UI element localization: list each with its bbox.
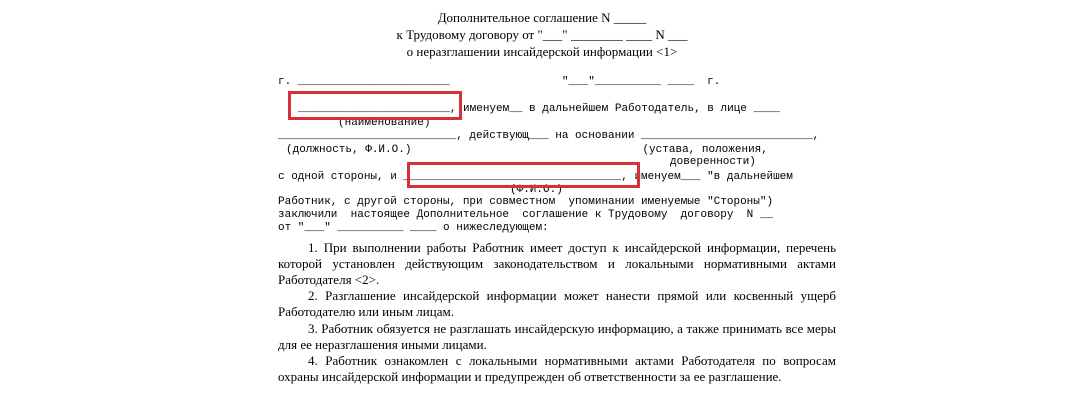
clause-2 [278,288,836,320]
document-subtitle-topic: о неразглашении инсайдерской информации <1> [406,44,678,59]
caption-power: доверенности) [670,156,756,168]
employee-line: с одной стороны, и _________________________________, именуем___ "в дальнейшем [278,171,793,183]
clause-4-text: 4. Работник ознакомлен с локальными нормативными актами Работодателя по вопросам охраны инсайдерской информации и предупрежден об ответственности за ее разглашение. [278,353,836,384]
clause-4 [278,353,836,385]
clause-1-text: 1. При выполнении работы Работник имеет доступ к инсайдерской информации, перечень которой установлен действующим законодательством и локальными нормативными актами Работодателя <2>. [278,240,836,287]
document-title: Дополнительное соглашение N _____ [437,10,647,25]
concluded-line: заключили настоящее Дополнительное соглашение к Трудовому договору N __ [278,209,774,221]
clause-3-text: 3. Работник обязуется не разглашать инсайдерскую информацию, а также принимать все меры для ее неразглашения иными лицами. [278,321,836,352]
clause-1 [278,240,836,288]
clause-2-text: 2. Разглашение инсайдерской информации может нанести прямой или косвенный ущерб Работодателю или иным лицам. [278,288,836,319]
position-line: ___________________________, действующ___ на основании __________________________, [278,130,820,142]
clause-3 [278,321,836,353]
employer-line: _______________________, именуем__ в дальнейшем Работодатель, в лице ____ [298,103,780,115]
caption-fio: (Ф.И.О.) [510,184,563,196]
city-date-line: г. _______________________ "___"__________ ____ г. [278,76,721,88]
caption-name: (наименование) [338,117,431,129]
worker-line: Работник, с другой стороны, при совместном упоминании именуемые "Стороны") [278,196,774,208]
document-subtitle-contract: к Трудовому договору от "___" ________ ____ N ___ [396,27,688,42]
page-cutoff [0,400,1084,412]
caption-position: (должность, Ф.И.О.) (устава, положения, [286,144,768,156]
from-line: от "___" __________ ____ о нижеследующем: [278,222,549,234]
